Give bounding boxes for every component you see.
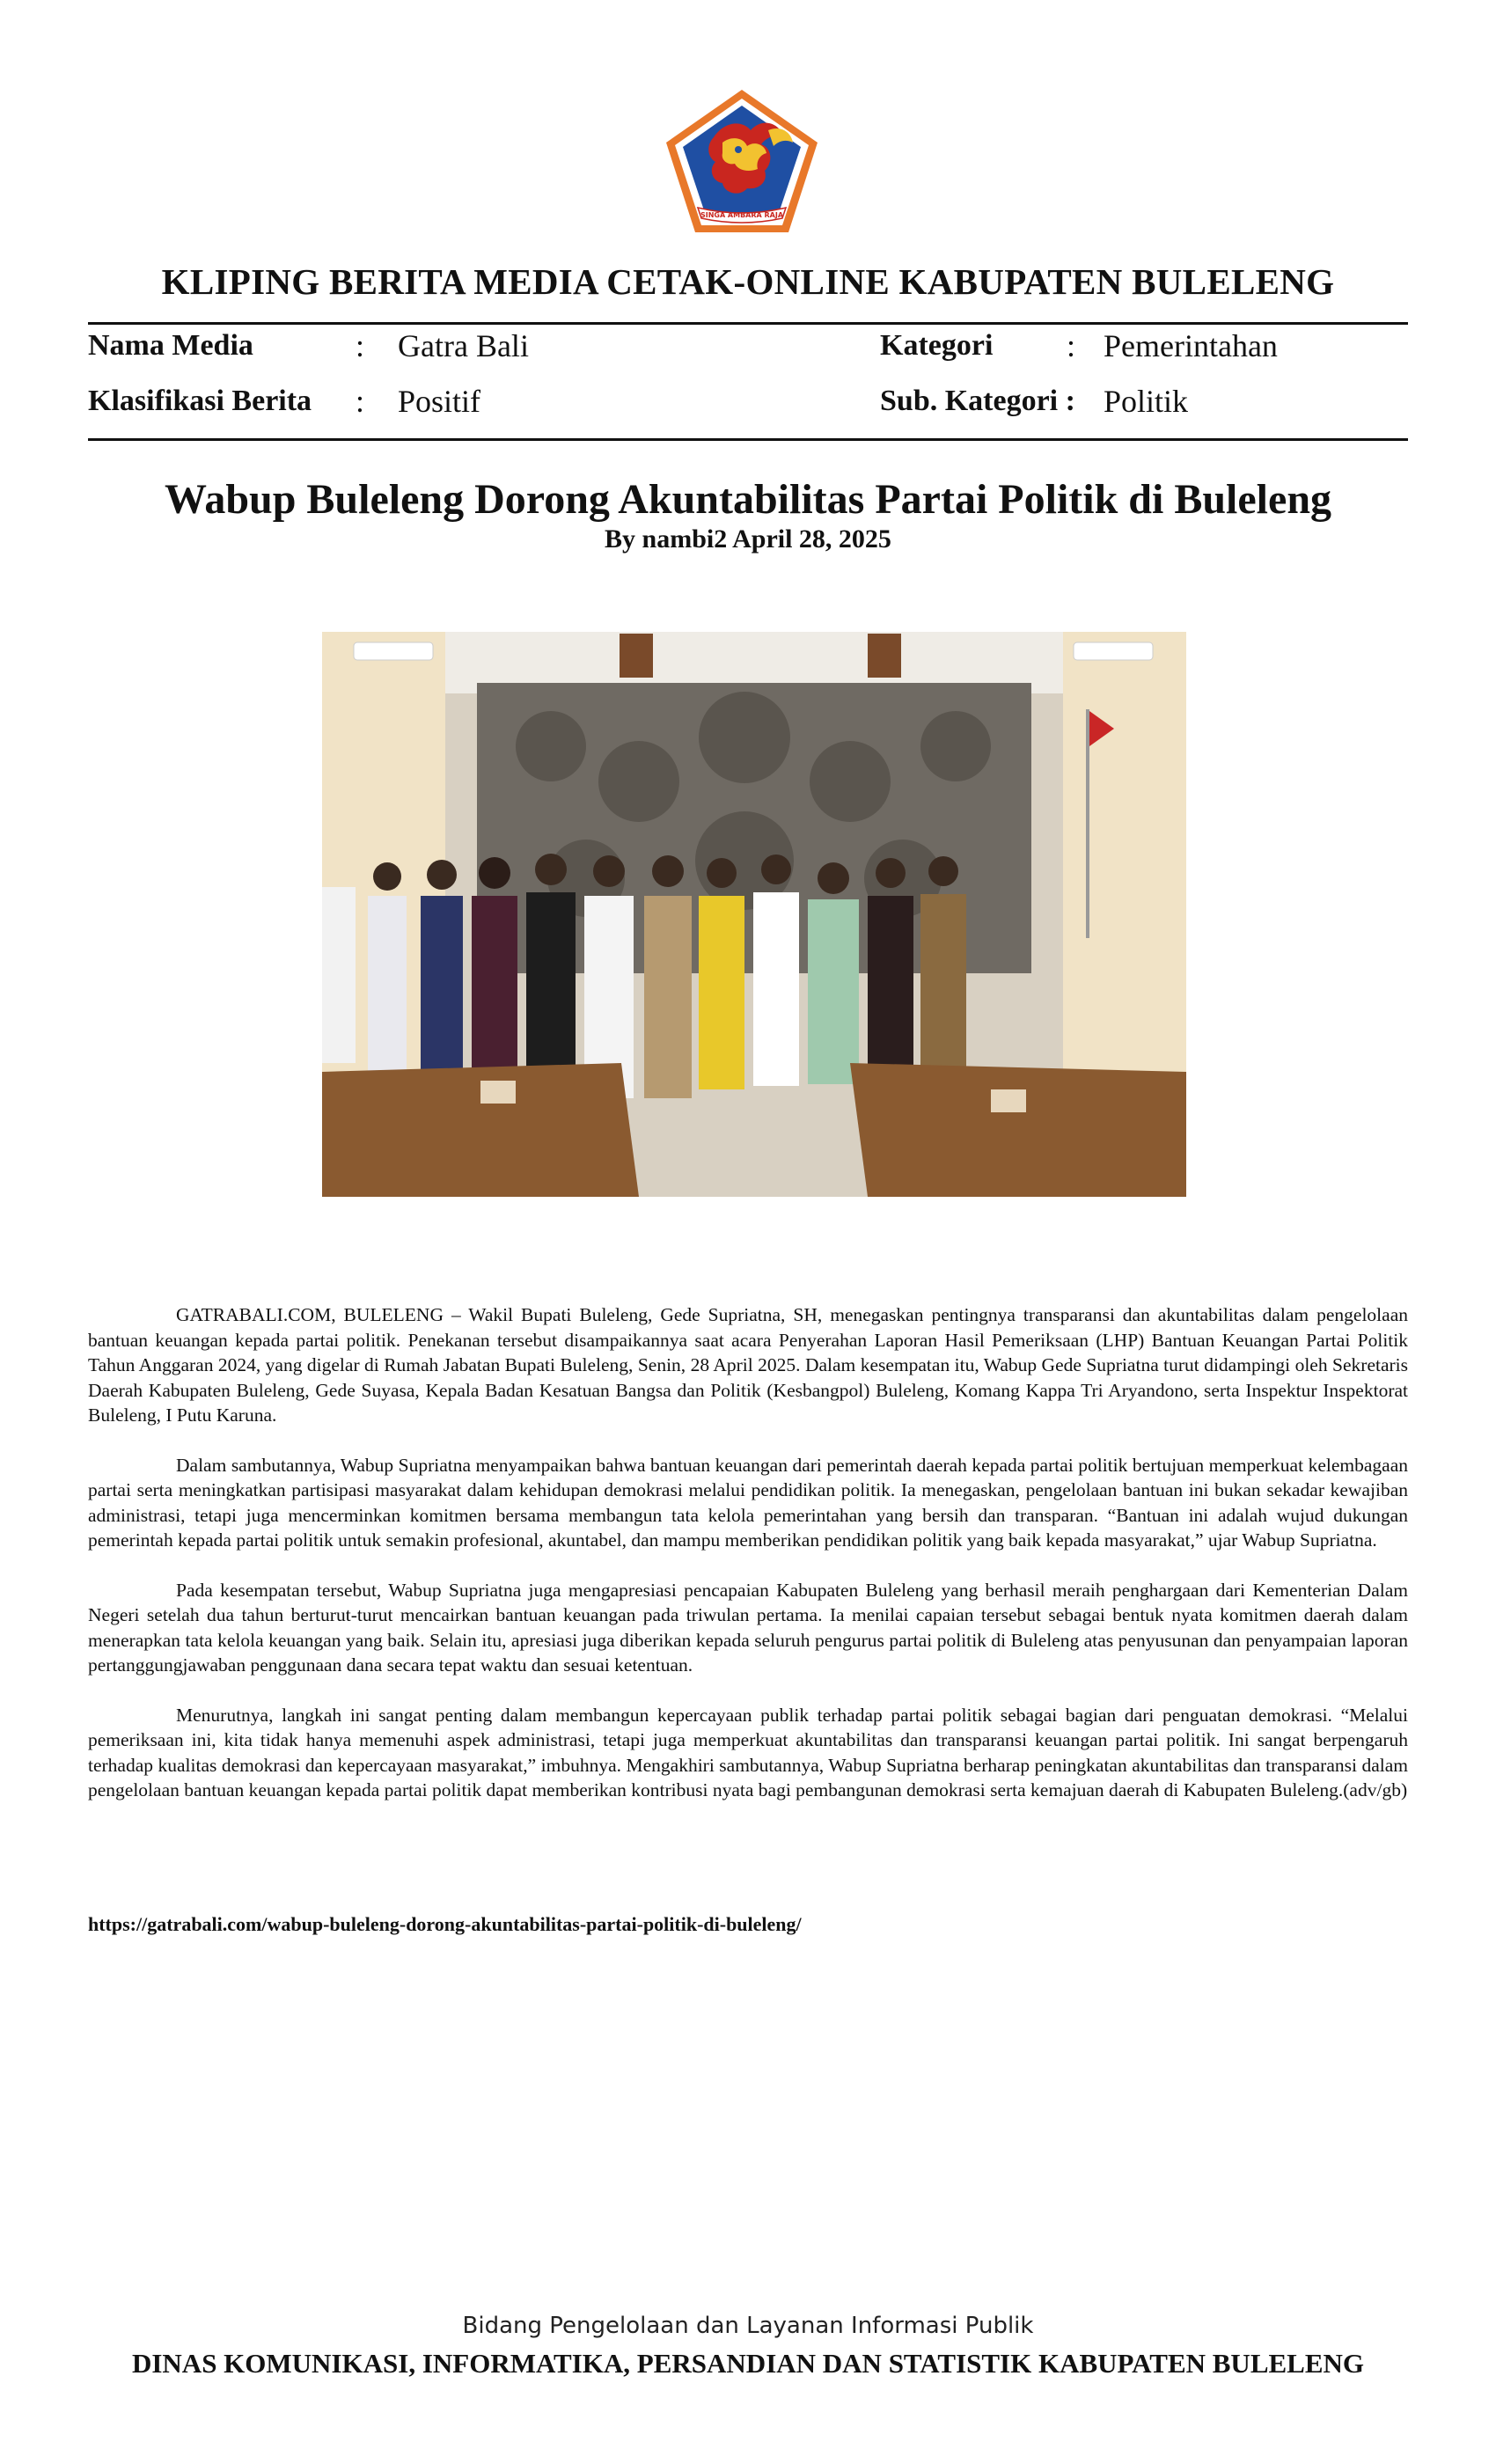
article-title: Wabup Buleleng Dorong Akuntabilitas Partai Politik di Buleleng bbox=[164, 476, 1332, 523]
article-byline: By nambi2 April 28, 2025 bbox=[605, 524, 891, 554]
news-classification-label: Klasifikasi Berita bbox=[88, 385, 312, 417]
category-value: Pemerintahan bbox=[1104, 328, 1278, 363]
article-paragraph: Dalam sambutannya, Wabup Supriatna menyampaikan bahwa bantuan keuangan dari pemerintah daerah kepada partai politik bertujuan memperkuat kelembagaan partai serta meningkatkan partisipasi masyarakat dalam kehidupan demokrasi melalui pendidikan politik. Ia menegaskan, pengelolaan bantuan ini bukan sekadar kewajiban administrasi, tetapi juga mencerminkan komitmen bersama membangun tata kelola pemerintahan yang bersih dan transparan. “Bantuan ini adalah wujud dukungan pemerintah kepada partai politik untuk semakin profesional, akuntabel, dan mampu memberikan pendidikan politik yang baik kepada masyarakat,” ujar Wabup Supriatna. bbox=[88, 1454, 1408, 1551]
media-name-label: Nama Media bbox=[88, 329, 253, 362]
media-name-colon: : bbox=[356, 328, 365, 363]
header-rule-top bbox=[88, 322, 1408, 325]
footer-department: Bidang Pengelolaan dan Layanan Informasi Publik bbox=[462, 2313, 1034, 2339]
regency-emblem-logo bbox=[663, 86, 821, 236]
logo-motto: SINGA AMBARA RAJA bbox=[700, 211, 784, 219]
article-body bbox=[88, 1302, 1408, 1828]
header-rule-bottom bbox=[88, 438, 1408, 441]
article-paragraph: Menurutnya, langkah ini sangat penting dalam membangun kepercayaan publik terhadap partai politik sebagai bagian dari penguatan demokrasi. “Melalui pemeriksaan ini, kita tidak hanya memenuhi aspek administrasi, tetapi juga memperkuat akuntabilitas dan transparansi keuangan partai politik. Ini sangat berpengaruh terhadap kualitas demokrasi dan kepercayaan masyarakat,” imbuhnya. Mengakhiri sambutannya, Wabup Supriatna berharap peningkatan akuntabilitas dan transparansi dalam pengelolaan bantuan keuangan kepada partai politik dapat memberikan kontribusi nyata bagi pembangunan demokrasi serta kemajuan daerah di Kabupaten Buleleng.(adv/gb) bbox=[88, 1704, 1408, 1800]
category-label: Kategori bbox=[880, 329, 994, 362]
group-photo bbox=[322, 632, 1186, 1197]
sub-category-label: Sub. Kategori : bbox=[880, 385, 1075, 417]
article-paragraph: Pada kesempatan tersebut, Wabup Supriatna juga mengapresiasi pencapaian Kabupaten Buleleng yang berhasil meraih penghargaan dari Kementerian Dalam Negeri setelah dua tahun berturut-turut mencairkan bantuan keuangan pada triwulan pertama. Ia menilai capaian tersebut sebagai bentuk nyata komitmen daerah dalam menerapkan tata kelola keuangan yang baik. Selain itu, apresiasi juga diberikan kepada seluruh pengurus partai politik di Buleleng atas penyusunan dan penyampaian laporan pertanggungjawaban penggunaan dana secara tepat waktu dan sesuai ketentuan. bbox=[88, 1579, 1408, 1676]
category-colon: : bbox=[1067, 328, 1076, 363]
news-classification-value: Positif bbox=[398, 384, 481, 419]
news-classification-colon: : bbox=[356, 384, 365, 419]
clipping-header-title: KLIPING BERITA MEDIA CETAK-ONLINE KABUPATEN BULELENG bbox=[161, 261, 1335, 302]
footer-agency: DINAS KOMUNIKASI, INFORMATIKA, PERSANDIAN DAN STATISTIK KABUPATEN BULELENG bbox=[131, 2348, 1365, 2379]
sub-category-value: Politik bbox=[1104, 384, 1189, 419]
article-paragraph: GATRABALI.COM, BULELENG – Wakil Bupati Buleleng, Gede Supriatna, SH, menegaskan pentingnya transparansi dan akuntabilitas dalam pengelolaan bantuan keuangan kepada partai politik. Penekanan tersebut disampaikannya saat acara Penyerahan Laporan Hasil Pemeriksaan (LHP) Bantuan Keuangan Partai Politik Tahun Anggaran 2024, yang digelar di Rumah Jabatan Bupati Buleleng, Senin, 28 April 2025. Dalam kesempatan itu, Wabup Gede Supriatna turut didampingi oleh Sekretaris Daerah Kabupaten Buleleng, Gede Suyasa, Kepala Badan Kesatuan Bangsa dan Politik (Kesbangpol) Buleleng, Komang Kappa Tri Aryandono, serta Inspektur Inspektorat Buleleng, I Putu Karuna. bbox=[88, 1304, 1408, 1426]
source-url-link[interactable]: https://gatrabali.com/wabup-buleleng-dorong-akuntabilitas-partai-politik-di-buleleng/ bbox=[88, 1913, 802, 1935]
media-name-value: Gatra Bali bbox=[398, 328, 529, 363]
